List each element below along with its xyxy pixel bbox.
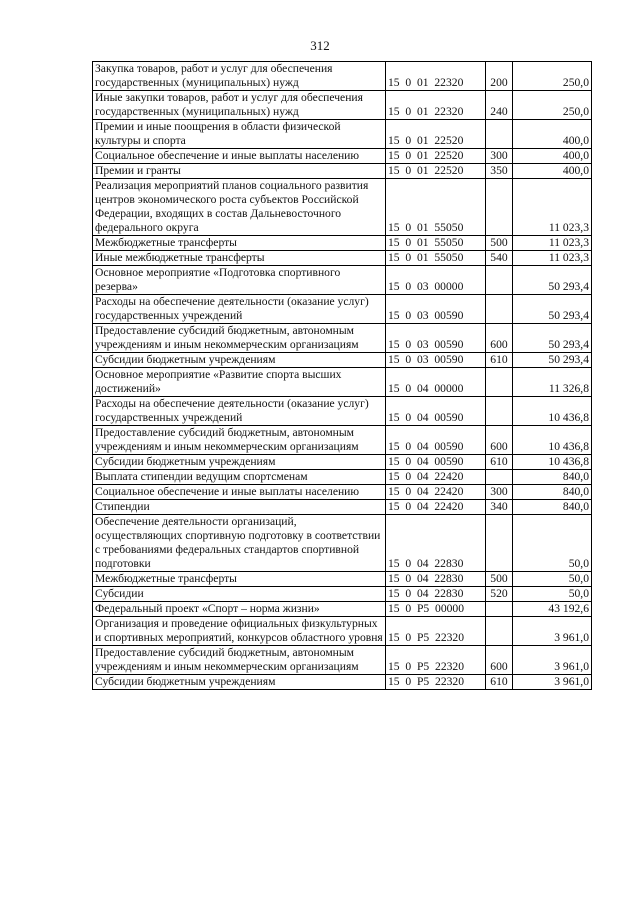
row-expense-type-cell: 600 (486, 324, 513, 353)
row-sum-cell: 400,0 (513, 120, 592, 149)
row-name-cell: Иные закупки товаров, работ и услуг для обеспечения государственных (муниципальных) нужд (93, 91, 386, 120)
row-sum-cell: 11 023,3 (513, 251, 592, 266)
row-expense-type-cell: 610 (486, 675, 513, 690)
row-expense-type-cell (486, 179, 513, 236)
row-code-cell: 15 0 01 55050 (386, 251, 486, 266)
table-row (93, 368, 592, 397)
row-expense-type-cell: 540 (486, 251, 513, 266)
row-sum-cell: 3 961,0 (513, 617, 592, 646)
row-code-cell: 15 0 01 22320 (386, 62, 486, 91)
row-sum-cell: 50,0 (513, 515, 592, 572)
row-code-cell: 15 0 P5 22320 (386, 675, 486, 690)
table-row (93, 120, 592, 149)
row-sum-cell: 10 436,8 (513, 397, 592, 426)
table-row (93, 251, 592, 266)
row-sum-cell: 400,0 (513, 149, 592, 164)
table-row (93, 179, 592, 236)
row-code-cell: 15 0 P5 22320 (386, 617, 486, 646)
row-sum-cell: 11 326,8 (513, 368, 592, 397)
row-code-cell: 15 0 01 22520 (386, 149, 486, 164)
table-row (93, 500, 592, 515)
row-expense-type-cell: 300 (486, 485, 513, 500)
row-code-cell: 15 0 P5 22320 (386, 646, 486, 675)
row-expense-type-cell (486, 397, 513, 426)
table-row (93, 455, 592, 470)
row-name-cell: Основное мероприятие «Подготовка спортивного резерва» (93, 266, 386, 295)
row-name-cell: Расходы на обеспечение деятельности (оказание услуг) государственных учреждений (93, 295, 386, 324)
row-name-cell: Федеральный проект «Спорт – норма жизни» (93, 602, 386, 617)
table-row (93, 149, 592, 164)
row-expense-type-cell: 520 (486, 587, 513, 602)
row-expense-type-cell: 610 (486, 353, 513, 368)
table-row (93, 617, 592, 646)
row-code-cell: 15 0 01 22320 (386, 91, 486, 120)
table-row (93, 470, 592, 485)
row-code-cell: 15 0 01 55050 (386, 236, 486, 251)
row-name-cell: Премии и иные поощрения в области физической культуры и спорта (93, 120, 386, 149)
row-name-cell: Межбюджетные трансферты (93, 572, 386, 587)
row-sum-cell: 11 023,3 (513, 236, 592, 251)
table-row (93, 426, 592, 455)
row-code-cell: 15 0 03 00590 (386, 295, 486, 324)
row-code-cell: 15 0 01 22520 (386, 164, 486, 179)
row-code-cell: 15 0 01 22520 (386, 120, 486, 149)
row-expense-type-cell (486, 295, 513, 324)
row-name-cell: Организация и проведение официальных физкультурных и спортивных мероприятий, конкурсов областного уровня (93, 617, 386, 646)
row-expense-type-cell (486, 368, 513, 397)
row-code-cell: 15 0 04 22420 (386, 470, 486, 485)
row-sum-cell: 840,0 (513, 470, 592, 485)
table-row (93, 91, 592, 120)
row-name-cell: Закупка товаров, работ и услуг для обеспечения государственных (муниципальных) нужд (93, 62, 386, 91)
row-name-cell: Расходы на обеспечение деятельности (оказание услуг) государственных учреждений (93, 397, 386, 426)
row-code-cell: 15 0 04 00590 (386, 426, 486, 455)
row-name-cell: Социальное обеспечение и иные выплаты населению (93, 485, 386, 500)
table-row (93, 397, 592, 426)
row-name-cell: Предоставление субсидий бюджетным, автономным учреждениям и иным некоммерческим организациям (93, 646, 386, 675)
row-code-cell: 15 0 03 00590 (386, 353, 486, 368)
row-expense-type-cell: 240 (486, 91, 513, 120)
table-row (93, 236, 592, 251)
row-expense-type-cell: 500 (486, 236, 513, 251)
row-sum-cell: 43 192,6 (513, 602, 592, 617)
table-row (93, 62, 592, 91)
row-name-cell: Субсидии (93, 587, 386, 602)
row-name-cell: Обеспечение деятельности организаций, осуществляющих спортивную подготовку в соответствии с требованиями федеральных стандартов спортивной подготовки (93, 515, 386, 572)
row-expense-type-cell: 300 (486, 149, 513, 164)
row-name-cell: Иные межбюджетные трансферты (93, 251, 386, 266)
row-code-cell: 15 0 04 00590 (386, 455, 486, 470)
row-code-cell: 15 0 03 00590 (386, 324, 486, 353)
table-row (93, 646, 592, 675)
budget-table (92, 61, 592, 690)
row-code-cell: 15 0 04 22830 (386, 572, 486, 587)
row-sum-cell: 50 293,4 (513, 324, 592, 353)
row-sum-cell: 50 293,4 (513, 266, 592, 295)
row-code-cell: 15 0 04 22420 (386, 500, 486, 515)
table-row (93, 587, 592, 602)
row-sum-cell: 3 961,0 (513, 646, 592, 675)
row-sum-cell: 3 961,0 (513, 675, 592, 690)
row-sum-cell: 50 293,4 (513, 295, 592, 324)
table-row (93, 164, 592, 179)
row-expense-type-cell: 500 (486, 572, 513, 587)
row-sum-cell: 50,0 (513, 572, 592, 587)
row-name-cell: Субсидии бюджетным учреждениям (93, 353, 386, 368)
row-expense-type-cell: 610 (486, 455, 513, 470)
row-expense-type-cell (486, 120, 513, 149)
row-name-cell: Реализация мероприятий планов социального развития центров экономического роста субъектов Российской Федерации, входящих в состав Дальневосточного федерального округа (93, 179, 386, 236)
row-expense-type-cell (486, 266, 513, 295)
row-name-cell: Выплата стипендии ведущим спортсменам (93, 470, 386, 485)
row-code-cell: 15 0 04 22830 (386, 587, 486, 602)
table-row (93, 602, 592, 617)
row-name-cell: Межбюджетные трансферты (93, 236, 386, 251)
table-row (93, 515, 592, 572)
row-code-cell: 15 0 04 00590 (386, 397, 486, 426)
row-expense-type-cell (486, 602, 513, 617)
row-code-cell: 15 0 P5 00000 (386, 602, 486, 617)
row-code-cell: 15 0 04 22420 (386, 485, 486, 500)
row-expense-type-cell: 340 (486, 500, 513, 515)
row-sum-cell: 250,0 (513, 91, 592, 120)
row-expense-type-cell (486, 470, 513, 485)
row-expense-type-cell: 200 (486, 62, 513, 91)
row-expense-type-cell: 600 (486, 426, 513, 455)
row-code-cell: 15 0 01 55050 (386, 179, 486, 236)
row-sum-cell: 840,0 (513, 500, 592, 515)
row-name-cell: Субсидии бюджетным учреждениям (93, 455, 386, 470)
table-row (93, 485, 592, 500)
row-name-cell: Стипендии (93, 500, 386, 515)
row-expense-type-cell (486, 617, 513, 646)
row-expense-type-cell: 350 (486, 164, 513, 179)
row-sum-cell: 840,0 (513, 485, 592, 500)
table-row (93, 353, 592, 368)
row-name-cell: Субсидии бюджетным учреждениям (93, 675, 386, 690)
row-sum-cell: 50,0 (513, 587, 592, 602)
table-row (93, 295, 592, 324)
row-sum-cell: 11 023,3 (513, 179, 592, 236)
row-sum-cell: 250,0 (513, 62, 592, 91)
row-code-cell: 15 0 03 00000 (386, 266, 486, 295)
row-sum-cell: 400,0 (513, 164, 592, 179)
row-name-cell: Предоставление субсидий бюджетным, автономным учреждениям и иным некоммерческим организациям (93, 324, 386, 353)
row-sum-cell: 50 293,4 (513, 353, 592, 368)
row-code-cell: 15 0 04 22830 (386, 515, 486, 572)
row-name-cell: Предоставление субсидий бюджетным, автономным учреждениям и иным некоммерческим организациям (93, 426, 386, 455)
page-number: 312 (310, 38, 330, 53)
row-code-cell: 15 0 04 00000 (386, 368, 486, 397)
table-row (93, 324, 592, 353)
row-expense-type-cell (486, 515, 513, 572)
table-row (93, 572, 592, 587)
row-sum-cell: 10 436,8 (513, 455, 592, 470)
budget-table-body (93, 62, 592, 690)
row-name-cell: Премии и гранты (93, 164, 386, 179)
row-name-cell: Основное мероприятие «Развитие спорта высших достижений» (93, 368, 386, 397)
table-row (93, 266, 592, 295)
row-sum-cell: 10 436,8 (513, 426, 592, 455)
row-expense-type-cell: 600 (486, 646, 513, 675)
table-row (93, 675, 592, 690)
row-name-cell: Социальное обеспечение и иные выплаты населению (93, 149, 386, 164)
